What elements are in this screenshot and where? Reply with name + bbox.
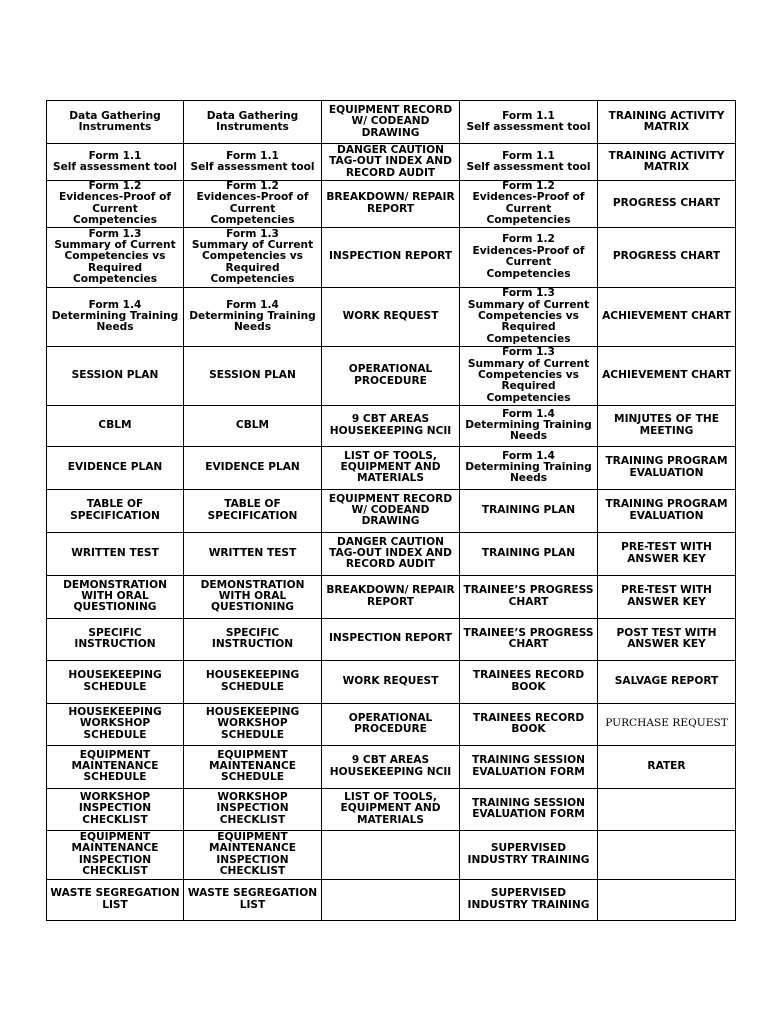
table-body (47, 101, 736, 921)
table-cell-col-3: DANGER CAUTION TAG-OUT INDEX AND RECORD AUDIT (322, 144, 460, 181)
table-cell-col-5: SALVAGE REPORT (598, 660, 736, 703)
table-cell-col-2: WORKSHOP INSPECTION CHECKLIST (184, 788, 322, 830)
table-cell-col-3 (322, 830, 460, 879)
table-cell-col-5: PRE-TEST WITH ANSWER KEY (598, 575, 736, 618)
table-cell-col-3: EQUIPMENT RECORD W/ CODEAND DRAWING (322, 101, 460, 144)
table-cell-col-5: PROGRESS CHART (598, 227, 736, 287)
table-cell-col-4: Form 1.4 Determining Training Needs (460, 446, 598, 489)
table-cell-col-5: PRE-TEST WITH ANSWER KEY (598, 532, 736, 575)
table-row (47, 101, 736, 144)
table-cell-col-1: EQUIPMENT MAINTENANCE INSPECTION CHECKLIST (47, 830, 184, 879)
table-cell-col-2: WRITTEN TEST (184, 532, 322, 575)
table-cell-col-1: SESSION PLAN (47, 346, 184, 405)
table-row (47, 144, 736, 181)
table-row (47, 489, 736, 532)
table-cell-col-1: Form 1.2 Evidences-Proof of Current Competencies (47, 181, 184, 228)
table-cell-col-1: Form 1.1 Self assessment tool (47, 144, 184, 181)
table-cell-col-4: Form 1.1 Self assessment tool (460, 101, 598, 144)
table-cell-col-4: Form 1.3 Summary of Current Competencies vs Required Competencies (460, 346, 598, 405)
table-row (47, 346, 736, 405)
table-cell-col-3: LIST OF TOOLS, EQUIPMENT AND MATERIALS (322, 788, 460, 830)
table-cell-col-2: EQUIPMENT MAINTENANCE SCHEDULE (184, 745, 322, 788)
table-cell-col-5: RATER (598, 745, 736, 788)
table-row (47, 227, 736, 287)
table-cell-col-1: EQUIPMENT MAINTENANCE SCHEDULE (47, 745, 184, 788)
table-row (47, 618, 736, 660)
table-row (47, 788, 736, 830)
table-cell-col-2: SPECIFIC INSTRUCTION (184, 618, 322, 660)
table-cell-col-1: HOUSEKEEPING SCHEDULE (47, 660, 184, 703)
table-cell-col-2: HOUSEKEEPING WORKSHOP SCHEDULE (184, 703, 322, 745)
table-cell-col-1: DEMONSTRATION WITH ORAL QUESTIONING (47, 575, 184, 618)
table-cell-col-3: 9 CBT AREAS HOUSEKEEPING NCII (322, 745, 460, 788)
table-cell-col-1: HOUSEKEEPING WORKSHOP SCHEDULE (47, 703, 184, 745)
table-cell-col-2: CBLM (184, 405, 322, 446)
table-cell-col-2: Form 1.2 Evidences-Proof of Current Competencies (184, 181, 322, 228)
table-cell-col-2: TABLE OF SPECIFICATION (184, 489, 322, 532)
table-row (47, 287, 736, 346)
table-row (47, 181, 736, 228)
table-cell-col-4: TRAINING SESSION EVALUATION FORM (460, 745, 598, 788)
table-cell-col-1: WORKSHOP INSPECTION CHECKLIST (47, 788, 184, 830)
table-cell-col-2: Form 1.4 Determining Training Needs (184, 287, 322, 346)
table-cell-col-3: EQUIPMENT RECORD W/ CODEAND DRAWING (322, 489, 460, 532)
table-cell-col-3 (322, 879, 460, 920)
table-row (47, 405, 736, 446)
table-cell-col-4: TRAINING SESSION EVALUATION FORM (460, 788, 598, 830)
table-cell-col-4: Form 1.3 Summary of Current Competencies vs Required Competencies (460, 287, 598, 346)
table-cell-col-5 (598, 830, 736, 879)
table-row (47, 532, 736, 575)
table-cell-col-4: SUPERVISED INDUSTRY TRAINING (460, 879, 598, 920)
table-cell-col-2: SESSION PLAN (184, 346, 322, 405)
table-cell-col-2: WASTE SEGREGATION LIST (184, 879, 322, 920)
table-cell-col-4: Form 1.2 Evidences-Proof of Current Competencies (460, 181, 598, 228)
table-cell-col-1: CBLM (47, 405, 184, 446)
table-cell-col-3: INSPECTION REPORT (322, 227, 460, 287)
table-cell-col-5: MINJUTES OF THE MEETING (598, 405, 736, 446)
table-cell-col-1: SPECIFIC INSTRUCTION (47, 618, 184, 660)
document-table (46, 100, 736, 921)
table-cell-col-5: ACHIEVEMENT CHART (598, 346, 736, 405)
table-cell-col-1: WASTE SEGREGATION LIST (47, 879, 184, 920)
table-cell-col-5 (598, 879, 736, 920)
table-cell-col-2: EVIDENCE PLAN (184, 446, 322, 489)
table-cell-col-3: OPERATIONAL PROCEDURE (322, 703, 460, 745)
table-cell-col-4: SUPERVISED INDUSTRY TRAINING (460, 830, 598, 879)
table-cell-col-1: WRITTEN TEST (47, 532, 184, 575)
table-cell-col-4: TRAINEE’S PROGRESS CHART (460, 618, 598, 660)
table-cell-col-4: Form 1.4 Determining Training Needs (460, 405, 598, 446)
table-row (47, 745, 736, 788)
table-cell-col-4: Form 1.2 Evidences-Proof of Current Competencies (460, 227, 598, 287)
table-row (47, 830, 736, 879)
table-cell-col-3: 9 CBT AREAS HOUSEKEEPING NCII (322, 405, 460, 446)
table-cell-col-3: INSPECTION REPORT (322, 618, 460, 660)
table-cell-col-5: PURCHASE REQUEST (598, 703, 736, 745)
table-cell-col-3: BREAKDOWN/ REPAIR REPORT (322, 575, 460, 618)
table-cell-col-5: TRAINING ACTIVITY MATRIX (598, 101, 736, 144)
table-cell-col-3: DANGER CAUTION TAG-OUT INDEX AND RECORD AUDIT (322, 532, 460, 575)
table-cell-col-4: TRAINING PLAN (460, 532, 598, 575)
table-cell-col-5: ACHIEVEMENT CHART (598, 287, 736, 346)
table-cell-col-4: TRAINEE’S PROGRESS CHART (460, 575, 598, 618)
table-cell-col-4: TRAINING PLAN (460, 489, 598, 532)
table-cell-col-5: TRAINING PROGRAM EVALUATION (598, 489, 736, 532)
table-cell-col-3: LIST OF TOOLS, EQUIPMENT AND MATERIALS (322, 446, 460, 489)
table-cell-col-3: OPERATIONAL PROCEDURE (322, 346, 460, 405)
table-cell-col-2: Data Gathering Instruments (184, 101, 322, 144)
table-cell-col-2: HOUSEKEEPING SCHEDULE (184, 660, 322, 703)
table-cell-col-5 (598, 788, 736, 830)
table-cell-col-1: EVIDENCE PLAN (47, 446, 184, 489)
table-cell-col-1: TABLE OF SPECIFICATION (47, 489, 184, 532)
table-cell-col-3: WORK REQUEST (322, 287, 460, 346)
table-row (47, 879, 736, 920)
table-cell-col-1: Data Gathering Instruments (47, 101, 184, 144)
table-cell-col-5: POST TEST WITH ANSWER KEY (598, 618, 736, 660)
table-cell-col-2: EQUIPMENT MAINTENANCE INSPECTION CHECKLIST (184, 830, 322, 879)
table-cell-col-5: PROGRESS CHART (598, 181, 736, 228)
table-cell-col-4: TRAINEES RECORD BOOK (460, 703, 598, 745)
table-cell-col-4: TRAINEES RECORD BOOK (460, 660, 598, 703)
table-cell-col-5: TRAINING PROGRAM EVALUATION (598, 446, 736, 489)
table-cell-col-2: Form 1.1 Self assessment tool (184, 144, 322, 181)
table-cell-col-2: Form 1.3 Summary of Current Competencies vs Required Competencies (184, 227, 322, 287)
table-cell-col-3: WORK REQUEST (322, 660, 460, 703)
table-cell-col-1: Form 1.4 Determining Training Needs (47, 287, 184, 346)
table-cell-col-4: Form 1.1 Self assessment tool (460, 144, 598, 181)
table-row (47, 446, 736, 489)
table-cell-col-2: DEMONSTRATION WITH ORAL QUESTIONING (184, 575, 322, 618)
table-cell-col-3: BREAKDOWN/ REPAIR REPORT (322, 181, 460, 228)
table-cell-col-1: Form 1.3 Summary of Current Competencies vs Required Competencies (47, 227, 184, 287)
table-row (47, 575, 736, 618)
table-row (47, 660, 736, 703)
table-cell-col-5: TRAINING ACTIVITY MATRIX (598, 144, 736, 181)
table-row (47, 703, 736, 745)
